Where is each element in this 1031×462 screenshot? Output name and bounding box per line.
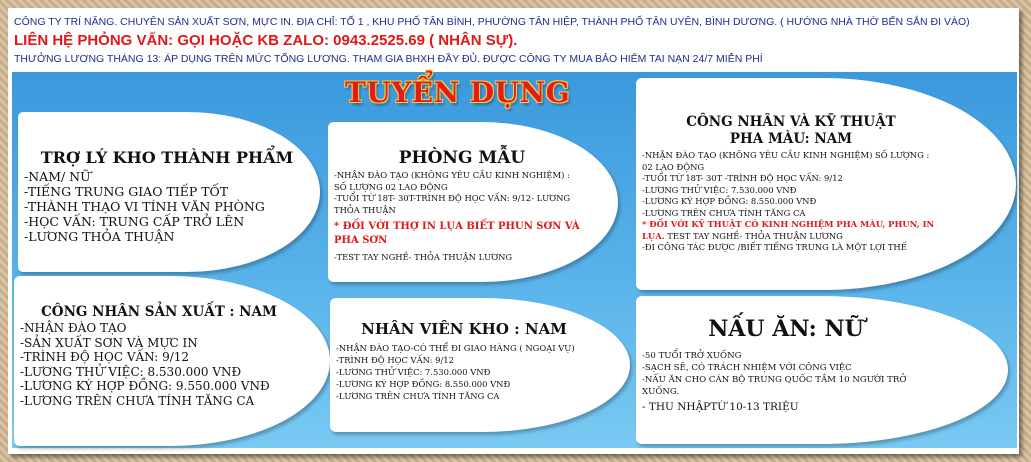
- card-line: THỎA THUẬN: [334, 204, 396, 215]
- poster-title: TUYỂN DỤNG: [345, 76, 571, 109]
- card-title: TRỢ LÝ KHO THÀNH PHẨM: [40, 148, 294, 167]
- card-line: -TUỔI TỪ 18T- 30T -TRÌNH ĐỘ HỌC VẤN: 9/12: [642, 173, 843, 183]
- card-line: -TRÌNH ĐỘ HỌC VẤN: 9/12: [336, 355, 454, 365]
- card-line: -LƯƠNG THỬ VIỆC: 8.530.000 VNĐ: [20, 364, 242, 379]
- card-line: - THU NHẬPTỪ 10-13 TRIỆU: [642, 401, 799, 413]
- card-highlight: * ĐỐI VỚI THỢ IN LỤA BIẾT PHUN SƠN VÀ: [334, 221, 580, 232]
- card-highlight: PHA SƠN: [334, 235, 388, 246]
- card-line: -LƯƠNG THỬ VIỆC: 7.530.000 VNĐ: [336, 367, 491, 377]
- card-line: -SẠCH SẼ, CÓ TRÁCH NHIỆM VỚI CÔNG VIỆC: [642, 363, 852, 373]
- card-cong-nhan-san-xuat: [14, 276, 330, 446]
- card-line: -TRÌNH ĐỘ HỌC VẤN: 9/12: [20, 350, 190, 364]
- card-line: -LƯƠNG THỎA THUẬN: [24, 229, 175, 244]
- card-line: -LƯƠNG KÝ HỢP ĐỒNG: 8.550.000 VNĐ: [336, 379, 511, 389]
- card-line: -NHẬN ĐÀO TẠO-CÓ THỂ ĐI GIAO HÀNG ( NGOẠI VỤ): [336, 343, 575, 353]
- card-line: -LƯƠNG KÝ HỢP ĐỒNG: 9.550.000 VNĐ: [20, 379, 270, 393]
- card-line: -SẢN XUẤT SƠN VÀ MỰC IN: [20, 335, 198, 350]
- card-line: XUỐNG.: [642, 387, 680, 397]
- card-highlight: LỤA.: [642, 230, 665, 241]
- card-title: CÔNG NHÂN VÀ KỸ THUẬT: [686, 114, 896, 130]
- card-line: -NHẬN ĐÀO TẠO: [20, 321, 127, 335]
- card-line: -LƯƠNG KÝ HỢP ĐỒNG: 8.550.000 VNĐ: [642, 196, 817, 206]
- card-line: -TEST TAY NGHỀ- THỎA THUẬN LƯƠNG: [334, 252, 513, 262]
- card-title: NẤU ĂN: NỮ: [708, 316, 864, 342]
- card-title: CÔNG NHÂN SẢN XUẤT : NAM: [41, 304, 277, 320]
- card-highlight: * ĐỐI VỚI KỸ THUẬT CÓ KINH NGHIỆM PHA MÀU, PHUN, IN: [642, 219, 935, 229]
- contact-line: LIÊN HỆ PHỎNG VẤN: GỌI HOẶC KB ZALO: 0943.2525.69 ( NHÂN SỰ).: [14, 32, 518, 49]
- benefits-line: THƯỞNG LƯƠNG THÁNG 13: ÁP DỤNG TRÊN MỨC TỔNG LƯƠNG. THAM GIA BHXH ĐẦY ĐỦ. ĐƯỢC CÔNG TY MUA BẢO HIỂM TAI NẠN 24/7 MIỄN PHÍ: [14, 53, 763, 65]
- card-nhan-vien-kho: [330, 298, 630, 432]
- card-line: -NHẬN ĐÀO TẠO (KHÔNG YÊU CẦU KINH NGHIỆM) :: [334, 170, 570, 180]
- card-line: -TUỔI TỪ 18T- 30T-TRÌNH ĐỘ HỌC VẤN: 9/12- LƯƠNG: [334, 193, 571, 203]
- card-line: 02 LAO ĐỘNG: [642, 161, 705, 172]
- card-line: -NAM/ NỮ: [24, 169, 91, 184]
- card-phong-mau: [328, 122, 618, 282]
- card-line: -LƯƠNG TRÊN CHƯA TÍNH TĂNG CA: [336, 391, 500, 401]
- card-line: -LƯƠNG TRÊN CHƯA TÍNH TĂNG CA: [20, 393, 255, 408]
- card-line: [642, 231, 934, 243]
- card-line: SỐ LƯỢNG 02 LAO ĐỘNG: [334, 181, 448, 192]
- card-line: -LƯƠNG TRÊN CHƯA TÍNH TĂNG CA: [642, 207, 806, 218]
- card-line: -THÀNH THẠO VI TÍNH VĂN PHÒNG: [24, 199, 265, 214]
- company-info: CÔNG TY TRÍ NĂNG. CHUYÊN SẢN XUẤT SƠN, MỰC IN. ĐỊA CHỈ: TỔ 1 , KHU PHỐ TÂN BÌNH, PHƯỜNG TÂN HIỆP, THÀNH PHỐ TÂN UYÊN, BÌNH DƯƠNG. ( HƯỚNG NHÀ THỜ BẾN SẮN ĐI VÀO): [14, 16, 970, 28]
- card-line: -HỌC VẤN: TRUNG CẤP TRỞ LÊN: [24, 214, 245, 229]
- card-line-rest: TEST TAY NGHỀ- THỎA THUẬN LƯƠNG: [664, 230, 843, 241]
- card-subtitle: PHA MÀU: NAM: [729, 131, 853, 147]
- card-line: -50 TUỔI TRỞ XUỐNG: [642, 351, 742, 361]
- card-line: -NHẬN ĐÀO TẠO (KHÔNG YÊU CẦU KINH NGHIỆM) SỐ LƯỢNG :: [642, 150, 930, 160]
- card-title: NHÂN VIÊN KHO : NAM: [361, 320, 567, 338]
- card-line: -LƯƠNG THỬ VIỆC: 7.530.000 VNĐ: [642, 184, 797, 195]
- card-cong-nhan-ky-thuat: [636, 78, 1016, 290]
- card-tro-ly-kho: [18, 112, 320, 272]
- card-line: -NẤU ĂN CHO CÁN BỘ TRUNG QUỐC TẦM 10 NGƯỜI TRỞ: [642, 375, 907, 385]
- card-line: -ĐI CÔNG TÁC ĐƯỢC /BIẾT TIẾNG TRUNG LÀ MỘT LỢI THẾ: [642, 242, 907, 252]
- card-nau-an: [636, 296, 1008, 444]
- card-line: -TIẾNG TRUNG GIAO TIẾP TỐT: [24, 184, 229, 199]
- card-title: PHÒNG MẪU: [398, 148, 526, 168]
